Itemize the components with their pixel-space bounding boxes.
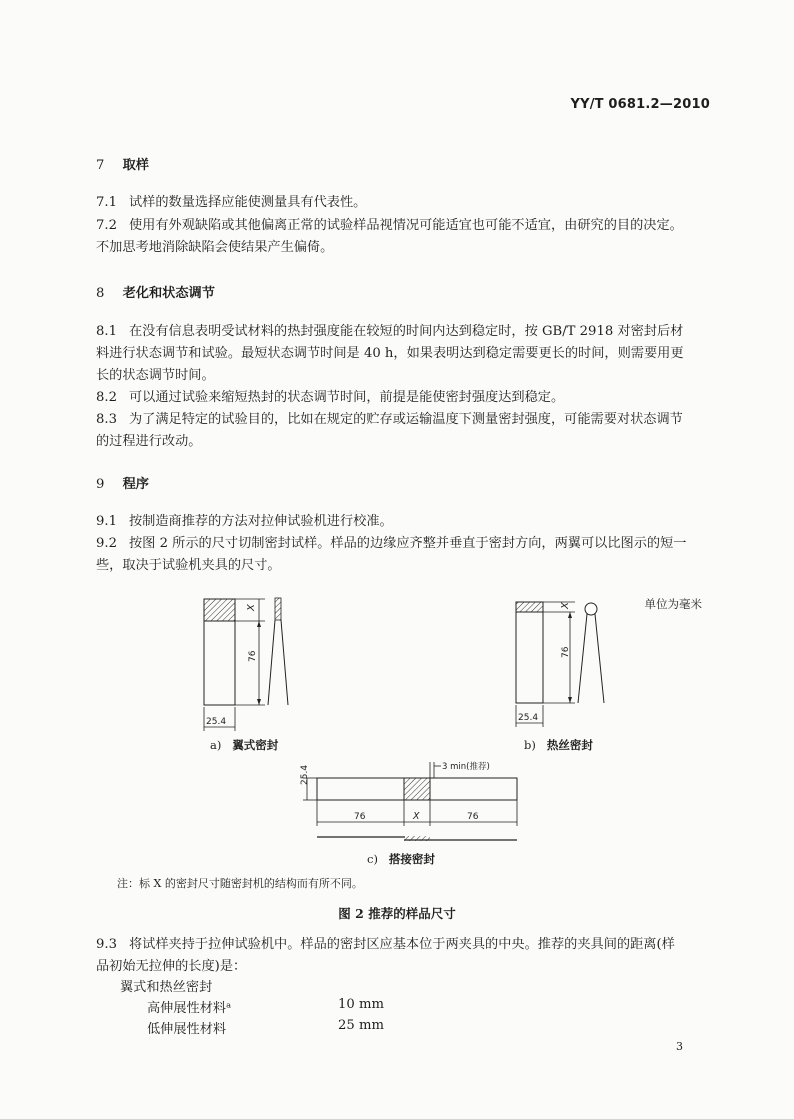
paragraph-text: 为了满足特定的试验目的，比如在规定的贮存或运输温度下测量密封强度，可能需要对状态调节 <box>129 412 683 427</box>
figure-title: 图 2 推荐的样品尺寸 <box>338 906 456 921</box>
caption-a <box>210 737 278 753</box>
lap-seal-hatched-area <box>404 778 430 800</box>
fin-seal-diagram <box>204 598 288 731</box>
paragraph-text: 品初始无拉伸的长度)是： <box>96 959 247 974</box>
paragraph-text: 长的状态调节时间。 <box>96 368 215 383</box>
section-7-title: 取样 <box>122 158 149 173</box>
section-8-title: 老化和状态调节 <box>122 286 215 301</box>
paragraph-text: 试样的数量选择应能使测量具有代表性。 <box>129 195 367 210</box>
standard-number: YY/T 0681.2—2010 <box>570 97 710 112</box>
paragraph-text: 的过程进行改动。 <box>96 434 202 449</box>
paragraph-text: 在没有信息表明受试材料的热封强度能在较短的时间内达到稳定时，按 GB/T 2918 对密封后材 <box>129 324 684 339</box>
hotwire-seal-specimen <box>516 602 543 703</box>
paragraph-number: 9.2 <box>96 536 117 551</box>
hotwire-seal-bead <box>585 603 597 615</box>
list-item-label: 高伸展性材料ᵃ <box>147 1001 232 1016</box>
section-9-number: 9 <box>96 477 105 492</box>
caption-b <box>524 737 593 753</box>
dim-3min: 3 min(推荐) <box>442 762 490 772</box>
caption-b-title: 热丝密封 <box>546 738 593 752</box>
dim-254-a: 25.4 <box>206 717 227 727</box>
dim-x-b: X <box>560 602 571 609</box>
paragraph-text: 按制造商推荐的方法对拉伸试验机进行校准。 <box>129 514 393 529</box>
caption-b-label: b) <box>524 738 536 752</box>
dim-76-b: 76 <box>561 646 571 658</box>
paragraph-number: 8.2 <box>96 390 117 405</box>
list-item-label: 低伸展性材料 <box>147 1022 227 1037</box>
figure-note: 注：标 X 的密封尺寸随密封机的结构而有所不同。 <box>117 877 363 890</box>
list-item-value: 10 mm <box>338 997 384 1012</box>
dim-254-b: 25.4 <box>518 713 539 723</box>
paragraph-text: 使用有外观缺陷或其他偏离正常的试验样品视情况可能适宜也可能不适宜，由研究的目的决定。 <box>129 218 683 233</box>
caption-a-label: a) <box>210 738 222 752</box>
unit-note: 单位为毫米 <box>644 597 702 611</box>
paragraph-text: 按图 2 所示的尺寸切制密封试样。样品的边缘应齐整并垂直于密封方向，两翼可以比图示的短一 <box>129 536 687 551</box>
dim-x-c: X <box>413 811 420 822</box>
dim-76-c-left: 76 <box>354 812 366 822</box>
dim-x-a: X <box>246 604 257 611</box>
section-8-number: 8 <box>96 286 105 301</box>
caption-c-label: c) <box>367 852 378 866</box>
paragraph-text: 将试样夹持于拉伸试验机中。样品的密封区应基本位于两夹具的中央。推荐的夹具间的距离(样 <box>129 937 675 952</box>
page-number: 3 <box>676 1040 683 1053</box>
caption-c-title: 搭接密封 <box>388 852 435 866</box>
dim-254-c: 25.4 <box>300 764 310 785</box>
paragraph-9-3 <box>96 934 718 956</box>
caption-a-title: 翼式密封 <box>232 738 279 752</box>
paragraph-text: 不加思考地消除缺陷会使结果产生偏倚。 <box>96 240 334 255</box>
section-9-title: 程序 <box>122 477 149 492</box>
paragraph-text: 些，取决于试验机夹具的尺寸。 <box>96 558 281 573</box>
paragraph-text: 可以通过试验来缩短热封的状态调节时间，前提是能使密封强度达到稳定。 <box>129 390 565 405</box>
list-item-value: 25 mm <box>338 1018 384 1033</box>
paragraph-number: 9.3 <box>96 937 117 952</box>
caption-c <box>367 851 435 867</box>
fin-seal-hatched-area <box>204 599 235 621</box>
paragraph-number: 8.3 <box>96 412 117 427</box>
paragraph-number: 7.1 <box>96 195 117 210</box>
lap-seal-diagram <box>300 761 517 841</box>
section-7-number: 7 <box>96 158 105 173</box>
hotwire-seal-hatched-area <box>516 602 543 612</box>
hotwire-seal-diagram <box>516 601 604 727</box>
fin-seal-side-view <box>275 598 281 620</box>
dim-76-c-right: 76 <box>467 812 479 822</box>
paragraph-number: 8.1 <box>96 324 117 339</box>
dim-76-a: 76 <box>248 650 258 662</box>
paragraph-number: 9.1 <box>96 514 117 529</box>
paragraph-text: 料进行状态调节和试验。最短状态调节时间是 40 h，如果表明达到稳定需要更长的时间，则需要用更 <box>96 346 684 361</box>
paragraph-number: 7.2 <box>96 218 117 233</box>
list-heading: 翼式和热丝密封 <box>120 980 213 995</box>
